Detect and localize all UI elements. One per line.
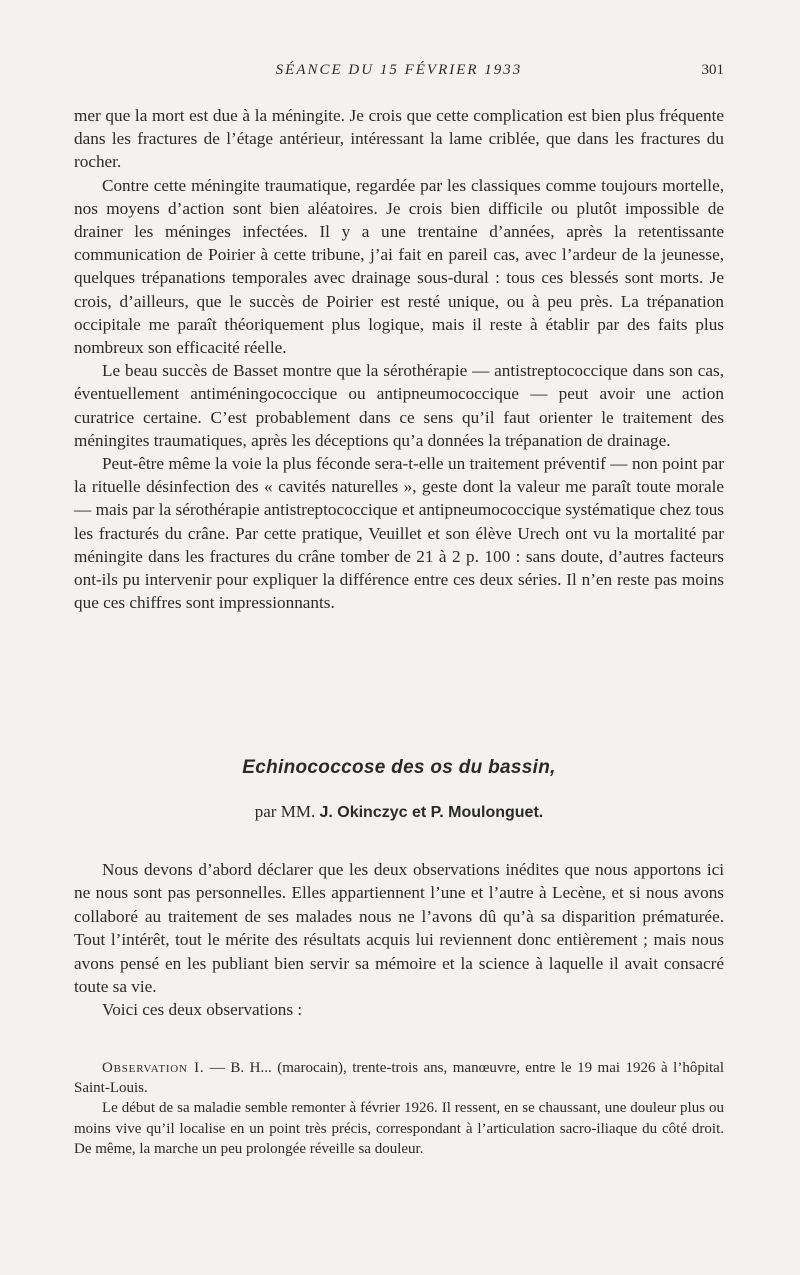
observation-text: Le début de sa maladie semble remonter à février 1926. Il ressent, en se chaussant, une douleur plus ou moins vive qu’il localise en un point très précis, correspondant à l’articulation sacro-iliaque du côté droit. De même, la marche un peu prolongée réveille sa douleur. [74, 1100, 724, 1157]
paragraph: Contre cette méningite traumatique, regardée par les classiques comme toujours mortelle, nos moyens d’action sont bien aléatoires. Je crois bien difficile ou plutôt impossible de drainer les méninges infectées. Il y a une trentaine d’années, après la retentissante communication de Poirier à cette tribune, j’ai fait en pareil cas, avec l’ardeur de la jeunesse, quelques trépanations temporales avec drainage sous-dural : tous ces blessés sont morts. Je crois, d’ailleurs, que le succès de Poirier est resté unique, ou à peu près. La trépanation occipitale me paraît théoriquement plus logique, mais il reste à établir par des faits plus nombreux son efficacité réelle. [74, 175, 724, 358]
previous-discussion-text [74, 104, 724, 614]
page-number: 301 [701, 62, 724, 78]
observation-label: Observation I. [102, 1060, 205, 1076]
running-head [74, 62, 724, 84]
authors-prefix: par MM. [254, 802, 316, 821]
article-authors [74, 802, 724, 822]
observation-block [74, 1058, 724, 1159]
paragraph: mer que la mort est due à la méningite. Je crois que cette complication est bien plus fréquente dans les fractures de l’étage antérieur, intéressant la lame criblée, que dans les fractures du rocher. [74, 106, 724, 172]
paragraph: Le beau succès de Basset montre que la sérothérapie — antistreptococcique dans son cas, éventuellement antiméningococcique ou antipneumococcique — peut avoir une action curatrice certaine. C’est probablement dans ce sens qu’il faut orienter le traitement des méningites traumatiques, après les déceptions qu’a données la trépanation de drainage. [74, 361, 724, 450]
paragraph: Peut-être même la voie la plus féconde sera-t-elle un traitement préventif — non point par la rituelle désinfection des « cavités naturelles », geste dont la valeur me paraît toute morale — mais par la sérothérapie antistreptococcique et antipneumococcique systématique chez tous les fracturés du crâne. Par cette pratique, Veuillet et son élève Urech ont vu la mortalité par méningite dans les fractures du crâne tomber de 21 à 2 p. 100 : sans doute, d’autres facteurs ont-ils pu intervenir pour expliquer la différence entre ces deux séries. Il n’en reste pas moins que ces chiffres sont impressionnants. [74, 454, 724, 613]
observation-heading [74, 1058, 724, 1098]
paragraph: Nous devons d’abord déclarer que les deux observations inédites que nous apportons ici ne nous sont pas personnelles. Elles appartiennent l’une et l’autre à Lecène, et si nous avons collaboré au traitement de ses malades nous ne l’avons dû qu’à sa disparition prématurée. Tout l’intérêt, tout le mérite des résultats acquis lui reviennent donc entièrement ; mais nous avons pensé en les publiant bien servir sa mémoire et la science à laquelle il avait consacré toute sa vie. [74, 860, 724, 997]
running-title: SÉANCE DU 15 FÉVRIER 1933 [275, 62, 523, 78]
article-body-text [74, 858, 724, 1022]
article-title: Echinococcose des os du bassin, [242, 757, 556, 778]
authors-names: J. Okinczyc et P. Moulonguet. [319, 804, 544, 821]
paragraph: Voici ces deux observations : [102, 1000, 303, 1020]
observation-intro: — B. H... (marocain), trente-trois ans, manœuvre, entre le 19 mai 1926 à l’hôpital Saint-Louis. [74, 1060, 724, 1097]
